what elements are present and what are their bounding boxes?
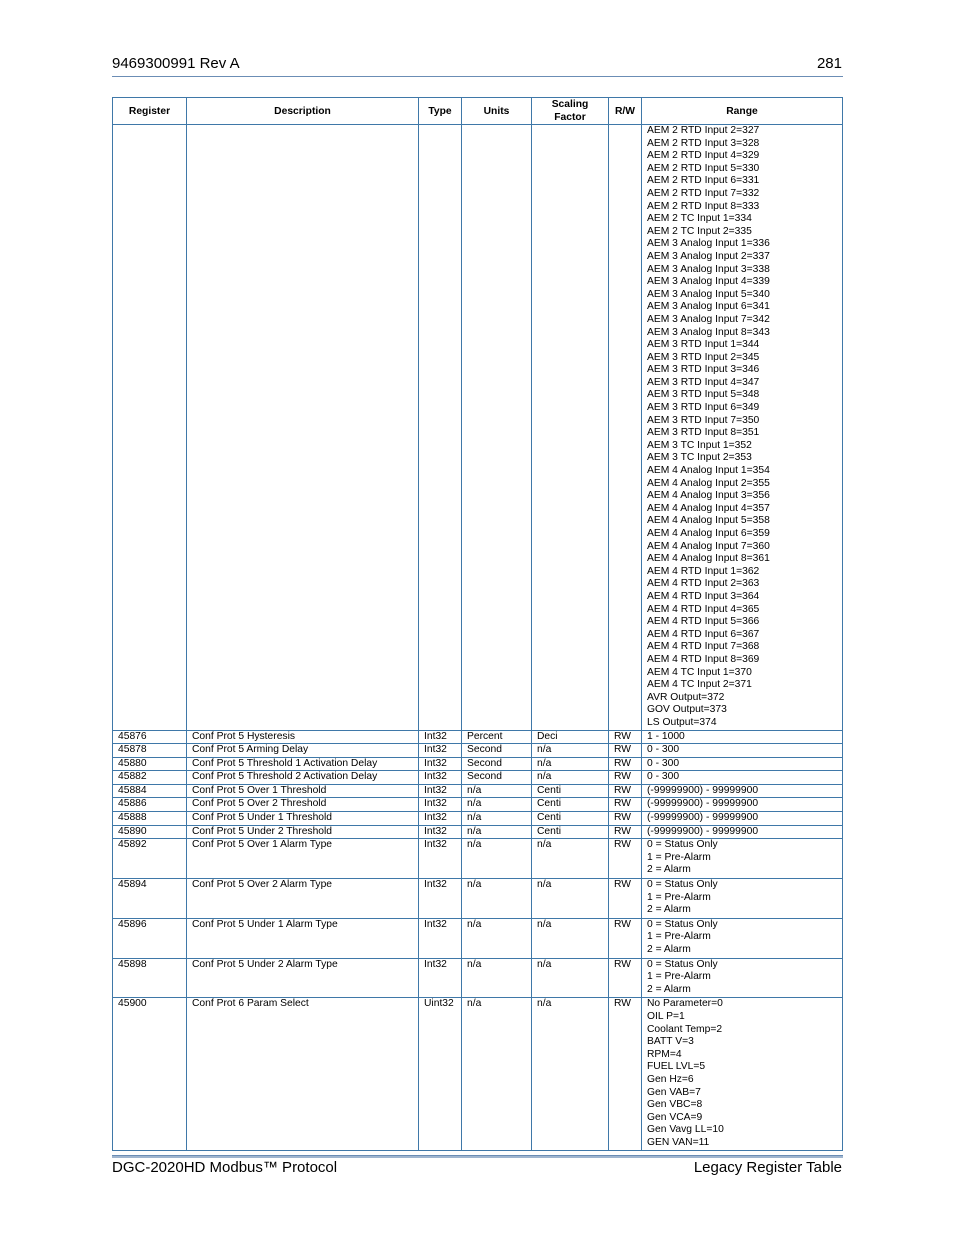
range-line: 0 = Status Only (647, 958, 718, 970)
description-cell: Conf Prot 5 Over 2 Threshold (187, 798, 419, 812)
table-row (113, 839, 843, 879)
range-line: AEM 4 RTD Input 5=366 (647, 616, 760, 628)
range-line: AEM 4 TC Input 1=370 (647, 666, 752, 678)
table-row (113, 812, 843, 826)
range-line: AEM 2 RTD Input 8=333 (647, 200, 760, 212)
range-line: GOV Output=373 (647, 704, 727, 716)
register-cell: 45882 (113, 771, 187, 785)
range-line: RPM=4 (647, 1048, 682, 1060)
units-cell: n/a (462, 918, 532, 958)
column-header-range: Range (642, 98, 843, 125)
table-row (113, 757, 843, 771)
rw-cell: RW (609, 798, 642, 812)
units-cell: n/a (462, 784, 532, 798)
range-line: AEM 3 RTD Input 2=345 (647, 351, 760, 363)
table-row (113, 825, 843, 839)
range-line: LS Output=374 (647, 716, 717, 728)
rw-cell: RW (609, 744, 642, 758)
range-line: 2 = Alarm (647, 864, 691, 876)
units-cell: Second (462, 771, 532, 785)
description-cell: Conf Prot 5 Over 1 Alarm Type (187, 839, 419, 879)
range-line: 0 = Status Only (647, 918, 718, 930)
range-line: Gen VCA=9 (647, 1111, 703, 1123)
range-cell (642, 125, 843, 731)
range-cell (642, 771, 843, 785)
range-line: AEM 4 RTD Input 2=363 (647, 578, 760, 590)
register-cell: 45884 (113, 784, 187, 798)
description-cell: Conf Prot 5 Threshold 2 Activation Delay (187, 771, 419, 785)
column-header-description: Description (187, 98, 419, 125)
type-cell: Int32 (419, 879, 462, 919)
scaling-cell: Centi (532, 812, 609, 826)
range-cell (642, 730, 843, 744)
description-cell: Conf Prot 5 Over 1 Threshold (187, 784, 419, 798)
range-cell (642, 744, 843, 758)
range-line: AEM 4 Analog Input 1=354 (647, 465, 770, 477)
scaling-cell: n/a (532, 958, 609, 998)
register-cell: 45892 (113, 839, 187, 879)
units-cell: n/a (462, 958, 532, 998)
range-line: GEN VAN=11 (647, 1136, 710, 1148)
description-cell: Conf Prot 5 Hysteresis (187, 730, 419, 744)
range-line: OIL P=1 (647, 1010, 685, 1022)
range-line: (-99999900) - 99999900 (647, 825, 759, 837)
rw-cell (609, 125, 642, 731)
range-line: AEM 4 Analog Input 5=358 (647, 515, 770, 527)
register-cell: 45898 (113, 958, 187, 998)
range-line: AEM 3 RTD Input 3=346 (647, 364, 760, 376)
register-cell: 45878 (113, 744, 187, 758)
range-line: AEM 3 Analog Input 7=342 (647, 313, 770, 325)
description-cell: Conf Prot 5 Under 2 Alarm Type (187, 958, 419, 998)
range-cell (642, 798, 843, 812)
table-row (113, 744, 843, 758)
range-line: AEM 4 Analog Input 6=359 (647, 528, 770, 539)
range-line: AEM 4 RTD Input 1=362 (647, 565, 760, 577)
table-row (113, 998, 843, 1150)
range-cell (642, 958, 843, 998)
scaling-cell: Deci (532, 730, 609, 744)
type-cell: Int32 (419, 918, 462, 958)
range-line: 1 - 1000 (647, 730, 685, 742)
description-cell: Conf Prot 5 Arming Delay (187, 744, 419, 758)
register-cell: 45900 (113, 998, 187, 1150)
range-cell (642, 879, 843, 919)
rw-cell: RW (609, 771, 642, 785)
rw-cell: RW (609, 784, 642, 798)
column-header-units: Units (462, 98, 532, 125)
range-line: AEM 4 RTD Input 8=369 (647, 653, 760, 665)
range-cell (642, 825, 843, 839)
footer-title: DGC-2020HD Modbus™ Protocol (112, 1159, 338, 1176)
scaling-cell (532, 125, 609, 731)
range-line: 2 = Alarm (647, 944, 691, 955)
type-cell: Int32 (419, 744, 462, 758)
page-number: 281 (816, 55, 842, 72)
range-line: BATT V=3 (647, 1036, 694, 1048)
range-line: (-99999900) - 99999900 (647, 784, 759, 796)
description-cell: Conf Prot 5 Threshold 1 Activation Delay (187, 757, 419, 771)
range-line: (-99999900) - 99999900 (647, 798, 759, 810)
range-line: AEM 3 RTD Input 7=350 (647, 414, 760, 426)
range-line: 2 = Alarm (647, 983, 691, 995)
range-line: AEM 4 TC Input 2=371 (647, 679, 752, 691)
range-line: AEM 2 TC Input 2=335 (647, 225, 752, 237)
range-line: AEM 3 Analog Input 8=343 (647, 326, 770, 338)
range-line: AEM 3 Analog Input 3=338 (647, 263, 770, 275)
units-cell: Second (462, 744, 532, 758)
range-line: AVR Output=372 (647, 691, 725, 703)
range-line: AEM 3 TC Input 2=353 (647, 452, 752, 464)
rw-cell: RW (609, 879, 642, 919)
scaling-cell: n/a (532, 839, 609, 879)
type-cell: Int32 (419, 812, 462, 826)
range-line: AEM 4 RTD Input 6=367 (647, 628, 760, 640)
rw-cell: RW (609, 958, 642, 998)
range-line: 2 = Alarm (647, 904, 691, 916)
range-line: AEM 4 RTD Input 7=368 (647, 641, 760, 653)
range-line: 0 - 300 (647, 744, 680, 756)
range-cell (642, 784, 843, 798)
register-cell: 45888 (113, 812, 187, 826)
type-cell: Int32 (419, 839, 462, 879)
register-cell: 45876 (113, 730, 187, 744)
range-line: Coolant Temp=2 (647, 1023, 723, 1035)
range-line: AEM 3 RTD Input 4=347 (647, 376, 760, 388)
units-cell: n/a (462, 839, 532, 879)
range-line: AEM 2 RTD Input 4=329 (647, 150, 760, 162)
table-row (113, 958, 843, 998)
table-row (113, 771, 843, 785)
range-line: 1 = Pre-Alarm (647, 891, 711, 903)
units-cell: n/a (462, 879, 532, 919)
type-cell: Int32 (419, 730, 462, 744)
range-line: 0 = Status Only (647, 839, 718, 851)
register-cell: 45894 (113, 879, 187, 919)
description-cell: Conf Prot 5 Under 1 Threshold (187, 812, 419, 826)
description-cell (187, 125, 419, 731)
units-cell: Second (462, 757, 532, 771)
table-row (113, 918, 843, 958)
page-header (112, 55, 842, 77)
scaling-cell: Centi (532, 784, 609, 798)
table-body (113, 125, 843, 1151)
register-cell: 45896 (113, 918, 187, 958)
range-line: 1 = Pre-Alarm (647, 971, 711, 983)
type-cell: Uint32 (419, 998, 462, 1150)
description-cell: Conf Prot 6 Param Select (187, 998, 419, 1150)
table-row (113, 798, 843, 812)
range-line: AEM 3 Analog Input 4=339 (647, 276, 770, 288)
range-line: AEM 2 TC Input 1=334 (647, 213, 752, 225)
footer-rule (112, 1155, 843, 1158)
header-rule (112, 76, 843, 77)
type-cell (419, 125, 462, 731)
range-line: 0 - 300 (647, 771, 680, 783)
type-cell: Int32 (419, 798, 462, 812)
range-line: AEM 4 RTD Input 4=365 (647, 603, 760, 615)
range-line: Gen VAB=7 (647, 1086, 701, 1098)
rw-cell: RW (609, 839, 642, 879)
range-cell (642, 757, 843, 771)
table-header-row (113, 98, 843, 125)
units-cell: n/a (462, 798, 532, 812)
column-header-register: Register (113, 98, 187, 125)
range-line: Gen Hz=6 (647, 1073, 694, 1085)
description-cell: Conf Prot 5 Under 2 Threshold (187, 825, 419, 839)
range-cell (642, 839, 843, 879)
type-cell: Int32 (419, 958, 462, 998)
range-line: AEM 2 RTD Input 7=332 (647, 187, 760, 199)
rw-cell: RW (609, 812, 642, 826)
footer-section: Legacy Register Table (693, 1159, 842, 1176)
document-number: 9469300991 Rev A (112, 55, 240, 72)
range-cell (642, 918, 843, 958)
scaling-cell: n/a (532, 998, 609, 1150)
table-row (113, 730, 843, 744)
units-cell (462, 125, 532, 731)
range-line: No Parameter=0 (647, 998, 723, 1010)
scaling-cell: n/a (532, 757, 609, 771)
scaling-cell: Centi (532, 798, 609, 812)
range-line: AEM 4 Analog Input 4=357 (647, 502, 770, 514)
register-table (112, 97, 843, 1151)
range-line: AEM 3 RTD Input 5=348 (647, 389, 760, 401)
range-line: (-99999900) - 99999900 (647, 812, 759, 824)
units-cell: n/a (462, 812, 532, 826)
range-line: AEM 2 RTD Input 5=330 (647, 162, 760, 174)
range-cell (642, 812, 843, 826)
register-cell: 45880 (113, 757, 187, 771)
range-line: AEM 4 Analog Input 8=361 (647, 553, 770, 565)
description-cell: Conf Prot 5 Under 1 Alarm Type (187, 918, 419, 958)
units-cell: Percent (462, 730, 532, 744)
table-row (113, 879, 843, 919)
range-line: AEM 2 RTD Input 3=328 (647, 137, 760, 149)
range-line: AEM 4 Analog Input 2=355 (647, 477, 770, 489)
register-cell: 45890 (113, 825, 187, 839)
range-cell (642, 998, 843, 1150)
units-cell: n/a (462, 998, 532, 1150)
column-header-type: Type (419, 98, 462, 125)
range-line: AEM 2 RTD Input 2=327 (647, 125, 760, 136)
range-line: AEM 4 Analog Input 7=360 (647, 540, 770, 552)
range-line: AEM 3 Analog Input 6=341 (647, 301, 770, 313)
range-line: AEM 3 RTD Input 6=349 (647, 402, 760, 414)
range-line: 0 - 300 (647, 757, 680, 769)
range-line: AEM 3 Analog Input 5=340 (647, 288, 770, 300)
rw-cell: RW (609, 825, 642, 839)
range-line: 1 = Pre-Alarm (647, 931, 711, 943)
type-cell: Int32 (419, 757, 462, 771)
range-line: FUEL LVL=5 (647, 1061, 706, 1073)
column-header-rw: R/W (609, 98, 642, 125)
range-line: Gen VBC=8 (647, 1099, 703, 1111)
scaling-cell: n/a (532, 771, 609, 785)
range-line: AEM 3 Analog Input 1=336 (647, 238, 770, 250)
range-line: AEM 4 Analog Input 3=356 (647, 490, 770, 502)
rw-cell: RW (609, 918, 642, 958)
range-line: Gen Vavg LL=10 (647, 1124, 724, 1136)
range-line: AEM 3 Analog Input 2=337 (647, 250, 770, 262)
range-line: 0 = Status Only (647, 879, 718, 891)
register-cell: 45886 (113, 798, 187, 812)
rw-cell: RW (609, 998, 642, 1150)
scaling-cell: n/a (532, 918, 609, 958)
range-line: AEM 4 RTD Input 3=364 (647, 590, 760, 602)
type-cell: Int32 (419, 771, 462, 785)
scaling-cell: Centi (532, 825, 609, 839)
range-line: AEM 2 RTD Input 6=331 (647, 175, 760, 187)
range-line: 1 = Pre-Alarm (647, 851, 711, 863)
scaling-cell: n/a (532, 744, 609, 758)
table-row (113, 125, 843, 731)
type-cell: Int32 (419, 784, 462, 798)
rw-cell: RW (609, 757, 642, 771)
table-row (113, 784, 843, 798)
range-line: AEM 3 TC Input 1=352 (647, 439, 752, 451)
register-cell (113, 125, 187, 731)
units-cell: n/a (462, 825, 532, 839)
column-header-scaling-factor: Scaling Factor (532, 98, 609, 125)
rw-cell: RW (609, 730, 642, 744)
scaling-cell: n/a (532, 879, 609, 919)
range-line: AEM 3 RTD Input 8=351 (647, 427, 760, 439)
range-line: AEM 3 RTD Input 1=344 (647, 339, 760, 351)
description-cell: Conf Prot 5 Over 2 Alarm Type (187, 879, 419, 919)
type-cell: Int32 (419, 825, 462, 839)
